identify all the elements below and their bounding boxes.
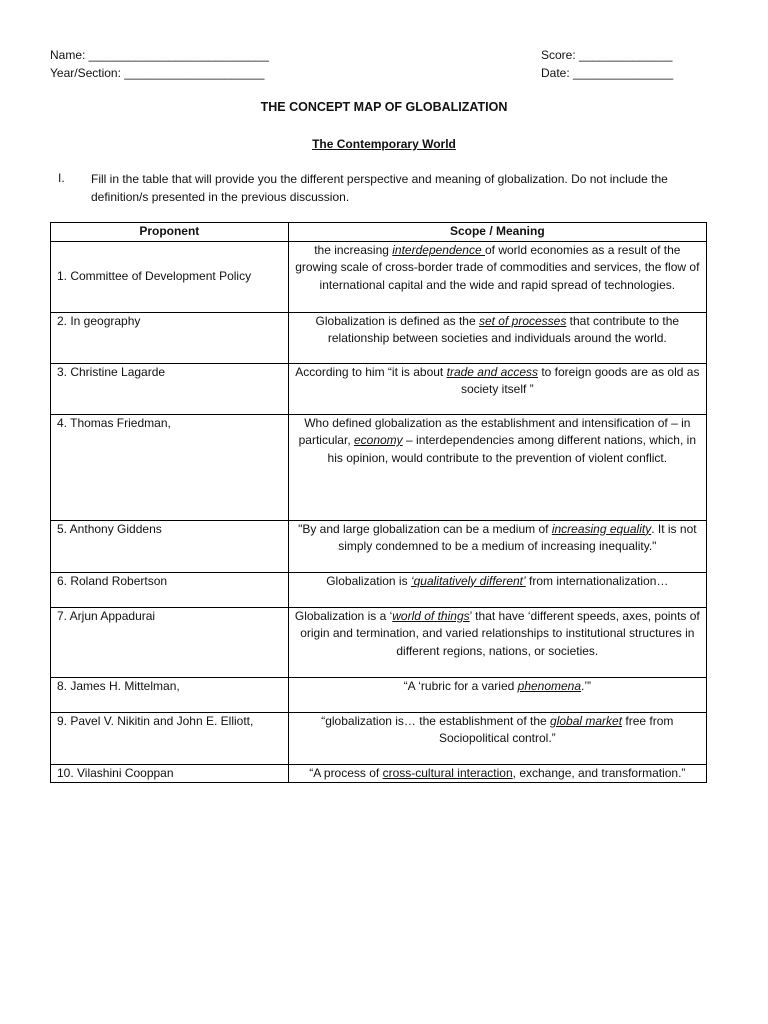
meaning-text: from internationalization… [525,573,669,588]
table-row [51,363,707,414]
meaning-text: Globalization is [326,573,411,588]
meaning-text: Globalization is defined as the [315,313,479,328]
table-row [51,414,707,520]
page-title: THE CONCEPT MAP OF GLOBALIZATION [260,100,508,114]
meaning-cell [288,520,706,572]
meaning-key-term: increasing equality [551,521,652,536]
globalization-table [50,222,707,783]
column-header-scope-meaning: Scope / Meaning [288,223,706,242]
meaning-cell [288,677,706,712]
meaning-key-term: cross-cultural interaction [382,765,513,780]
meaning-text: According to him “it is about [295,364,447,379]
meaning-key-term: economy [353,433,403,447]
proponent-cell: 1. Committee of Development Policy [51,241,289,312]
instruction-text: Fill in the table that will provide you the different perspective and meaning of globalization. Do not include the definition/s presented in the previous discussion. [91,172,668,204]
meaning-text: to foreign goods are as old as society itself ” [460,364,700,396]
meaning-text: free from Sociopolitical control.” [438,713,674,745]
meaning-text: “A ‘rubric for a varied [403,678,518,693]
meaning-text: "By and large globalization can be a medium of [298,521,552,536]
table-row [51,572,707,607]
date-field: Date: _______________ [541,66,674,80]
table-row [51,677,707,712]
meaning-cell [288,764,706,783]
meaning-text: . It is not simply condemned to be a medium of increasing inequality." [338,521,697,553]
proponent-cell: 2. In geography [51,312,289,363]
meaning-key-term: phenomena [517,678,582,693]
table-row [51,764,707,783]
meaning-text: Globalization is a ‘ [294,608,393,623]
proponent-cell: 4. Thomas Friedman, [51,414,289,520]
meaning-cell [288,241,706,312]
meaning-text: the increasing [314,242,393,257]
meaning-key-term: global market [550,713,623,728]
table-row [51,607,707,677]
name-field: Name: ___________________________ [50,48,269,62]
meaning-key-term: interdependence [392,242,485,257]
proponent-cell: 7. Arjun Appadurai [51,607,289,677]
meaning-text: – interdependencies among different nations, which, in his opinion, would contribute to the prevention of violent conflict. [327,433,696,465]
proponent-cell: 10. Vilashini Cooppan [51,764,289,783]
meaning-text: “A process of [309,765,383,780]
table-row [51,312,707,363]
meaning-text: that contribute to the relationship between societies and individuals around the world. [327,313,680,345]
table-row [51,520,707,572]
instruction-number: I. [58,171,65,185]
page-subtitle: The Contemporary World [312,137,456,151]
meaning-text: ’ that have ‘different speeds, axes, points of origin and termination, and varied relationships to institutional structures in different regions, nations, or societies. [300,608,700,658]
proponent-cell: 8. James H. Mittelman, [51,677,289,712]
meaning-key-term: trade and access [446,364,538,379]
table-header-row [51,223,707,242]
proponent-cell: 5. Anthony Giddens [51,520,289,572]
meaning-cell [288,607,706,677]
proponent-cell: 6. Roland Robertson [51,572,289,607]
score-field: Score: ______________ [541,48,673,62]
meaning-text: Who defined globalization as the establishment and intensification of – in particular, [298,415,691,447]
meaning-text: “globalization is… the establishment of the [321,713,551,728]
meaning-key-term: set of processes [478,313,567,328]
proponent-cell: 9. Pavel V. Nikitin and John E. Elliott, [51,712,289,764]
meaning-key-term: ‘qualitatively different’ [410,573,526,588]
meaning-text: , exchange, and transformation.” [512,765,686,780]
meaning-cell [288,312,706,363]
meaning-cell [288,363,706,414]
year-section-field: Year/Section: _____________________ [50,66,265,80]
proponent-cell: 3. Christine Lagarde [51,363,289,414]
meaning-cell [288,414,706,520]
table-row [51,712,707,764]
meaning-cell [288,572,706,607]
meaning-cell [288,712,706,764]
meaning-text: .’” [581,678,592,693]
meaning-text: of world economies as a result of the growing scale of cross-border trade of commodities and services, the flow of international capital and the wide and rapid spread of technologies. [295,242,700,292]
table-row [51,241,707,312]
column-header-proponent: Proponent [51,223,289,242]
meaning-key-term: world of things [392,608,470,623]
